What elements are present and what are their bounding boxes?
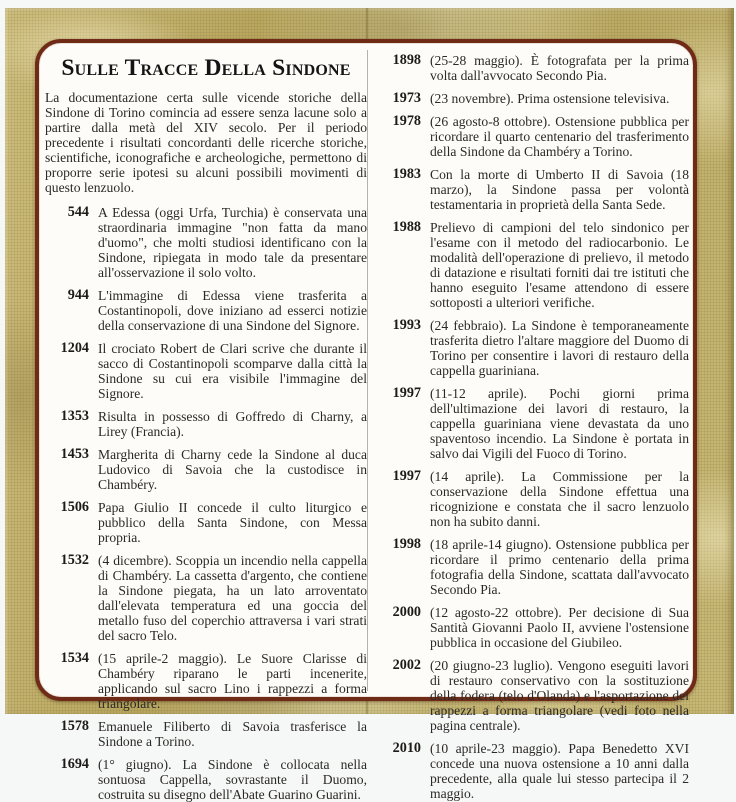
entry-year: 1353 <box>60 408 89 424</box>
entry-text: Prelievo di campioni del telo sindonico per l'esame con il metodo del radiocarbonio. Le modalità dell'operazione di prelievo, il metodo di datazione e risultati forniti dai tre istituti che hanno eseguito l'esame attendono di essere sottoposti a ulteriori verifiche. <box>430 220 689 310</box>
entry-year: 1983 <box>392 166 421 182</box>
timeline-right <box>377 53 689 801</box>
timeline-entry <box>45 553 367 643</box>
entry-year: 1532 <box>60 552 89 568</box>
entry-year: 2002 <box>392 657 421 673</box>
entry-text: (10 aprile-23 maggio). Papa Benedetto XVI concede una nuova ostensione a 10 anni dalla precedente, alla quale lui stesso partecipa il 2 maggio. <box>430 741 689 801</box>
entry-text: Papa Giulio II concede il culto liturgico e pubblico della Santa Sindone, con Messa propria. <box>98 500 367 545</box>
timeline-entry <box>377 167 689 212</box>
entry-year: 1998 <box>392 536 421 552</box>
left-column <box>45 50 367 802</box>
entry-year: 1506 <box>60 499 89 515</box>
entry-year: 2010 <box>392 740 421 756</box>
entry-text: (12 agosto-22 ottobre). Per decisione di Sua Santità Giovanni Paolo II, avviene l'ostensione pubblica in occasione del Giubileo. <box>430 605 689 650</box>
timeline-entry <box>45 288 367 333</box>
entry-text: Risulta in possesso di Goffredo di Charny, a Lirey (Francia). <box>98 409 367 439</box>
entry-year: 1993 <box>392 317 421 333</box>
entry-text: (23 novembre). Prima ostensione televisiva. <box>430 91 670 106</box>
timeline-entry <box>377 386 689 461</box>
timeline-entry <box>377 469 689 529</box>
entry-text: (15 aprile-2 maggio). Le Suore Clarisse di Chambéry riparano le parti incenerite, applicando sul sacro Lino i rappezzi a forma triangolare. <box>98 651 367 711</box>
entry-text: A Edessa (oggi Urfa, Turchia) è conservata una straordinaria immagine "non fatta da mano d'uomo", che molti studiosi identificano con la Sindone, ripiegata in modo tale da presentare all'osservazione il solo volto. <box>98 205 367 280</box>
timeline-entry <box>377 114 689 159</box>
entry-year: 1204 <box>60 340 89 356</box>
entry-text: (18 aprile-14 giugno). Ostensione pubblica per ricordare il primo centenario della prima fotografia della Sindone, scattata dall'avvocato Secondo Pia. <box>430 537 689 597</box>
timeline-entry <box>45 447 367 492</box>
page-title: Sulle Tracce Della Sindone <box>61 55 351 81</box>
timeline-entry <box>45 719 367 749</box>
entry-year: 1534 <box>60 650 89 666</box>
entry-year: 2000 <box>392 604 421 620</box>
timeline-entry <box>377 91 689 106</box>
timeline-entry <box>377 741 689 801</box>
entry-text: (11-12 aprile). Pochi giorni prima dell'ultimazione dei lavori di restauro, la cappella guariniana viene devastata da uno spaventoso incendio. La Sindone è portata in salvo dai Vigili del Fuoco di Torino. <box>430 386 689 461</box>
entry-year: 1997 <box>392 468 421 484</box>
entry-year: 1453 <box>60 446 89 462</box>
entry-text: (1° giugno). La Sindone è collocata nella sontuosa Cappella, sovrastante il Duomo, costruita su disegno dell'Abate Guarino Guarini. <box>98 757 367 802</box>
right-column <box>368 50 689 801</box>
entry-text: (25-28 maggio). È fotografata per la prima volta dall'avvocato Secondo Pia. <box>430 53 689 83</box>
entry-text: (4 dicembre). Scoppia un incendio nella cappella di Chambéry. La cassetta d'argento, che contiene la Sindone piegata, ha un lato arroventato dall'elevata temperatura ed una goccia del metallo fuso del coperchio attraversa i vari strati del sacro Telo. <box>98 553 367 643</box>
entry-text: Con la morte di Umberto II di Savoia (18 marzo), la Sindone passa per volontà testamentaria in proprietà della Santa Sede. <box>430 167 689 212</box>
timeline-entry <box>45 409 367 439</box>
entry-text: (26 agosto-8 ottobre). Ostensione pubblica per ricordare il quarto centenario del trasferimento della Sindone da Chambéry a Torino. <box>430 114 689 159</box>
timeline-entry <box>45 341 367 401</box>
timeline-entry <box>377 605 689 650</box>
entry-text: L'immagine di Edessa viene trasferita a Costantinopoli, dove iniziano ad esserci notizie della conservazione di una Sindone del Signore. <box>98 288 367 333</box>
timeline-left <box>45 205 367 802</box>
entry-text: Emanuele Filiberto di Savoia trasferisce la Sindone a Torino. <box>98 719 367 749</box>
entry-year: 1578 <box>60 718 89 734</box>
entry-year: 1997 <box>392 385 421 401</box>
entry-text: (20 giugno-23 luglio). Vengono eseguiti lavori di restauro conservativo con la sostituzione della fodera (telo d'Olanda) e l'asportazione dei rappezzi a forma triangolare (vedi foto nella pagina centrale). <box>430 658 689 733</box>
content-frame <box>35 39 697 802</box>
entry-text: (24 febbraio). La Sindone è temporaneamente trasferita dietro l'altare maggiore del Duomo di Torino per consentire i lavori di restauro della cappella guariniana. <box>430 318 689 378</box>
entry-year: 1898 <box>392 52 421 68</box>
entry-year: 1973 <box>392 90 421 106</box>
timeline-entry <box>377 318 689 378</box>
timeline-entry <box>377 220 689 310</box>
entry-year: 544 <box>67 204 89 220</box>
timeline-entry <box>377 537 689 597</box>
page-content <box>39 43 693 802</box>
intro-paragraph: La documentazione certa sulle vicende storiche della Sindone di Torino comincia ad essere senza lacune solo a partire dalla metà del XIV secolo. Per il periodo precedente i risultati concordanti delle ricerche storiche, scientifiche, iconografiche e archeologiche, permettono di proporre serie ipotesi su alcuni possibili movimenti di questo lenzuolo. <box>45 90 367 195</box>
timeline-entry <box>45 651 367 711</box>
timeline-entry <box>45 757 367 802</box>
entry-year: 1978 <box>392 113 421 129</box>
entry-year: 1694 <box>60 756 89 772</box>
timeline-entry <box>377 53 689 83</box>
entry-year: 1988 <box>392 219 421 235</box>
entry-year: 944 <box>67 287 89 303</box>
timeline-entry <box>45 500 367 545</box>
timeline-entry <box>45 205 367 280</box>
entry-text: Il crociato Robert de Clari scrive che durante il sacco di Costantinopoli scomparve dalla città la Sindone su cui era visibile l'immagine del Signore. <box>98 341 367 401</box>
entry-text: (14 aprile). La Commissione per la conservazione della Sindone effettua una ricognizione e constata che il sacro lenzuolo non ha subito danni. <box>430 469 689 529</box>
entry-text: Margherita di Charny cede la Sindone al duca Ludovico di Savoia che la custodisce in Chambéry. <box>98 447 367 492</box>
